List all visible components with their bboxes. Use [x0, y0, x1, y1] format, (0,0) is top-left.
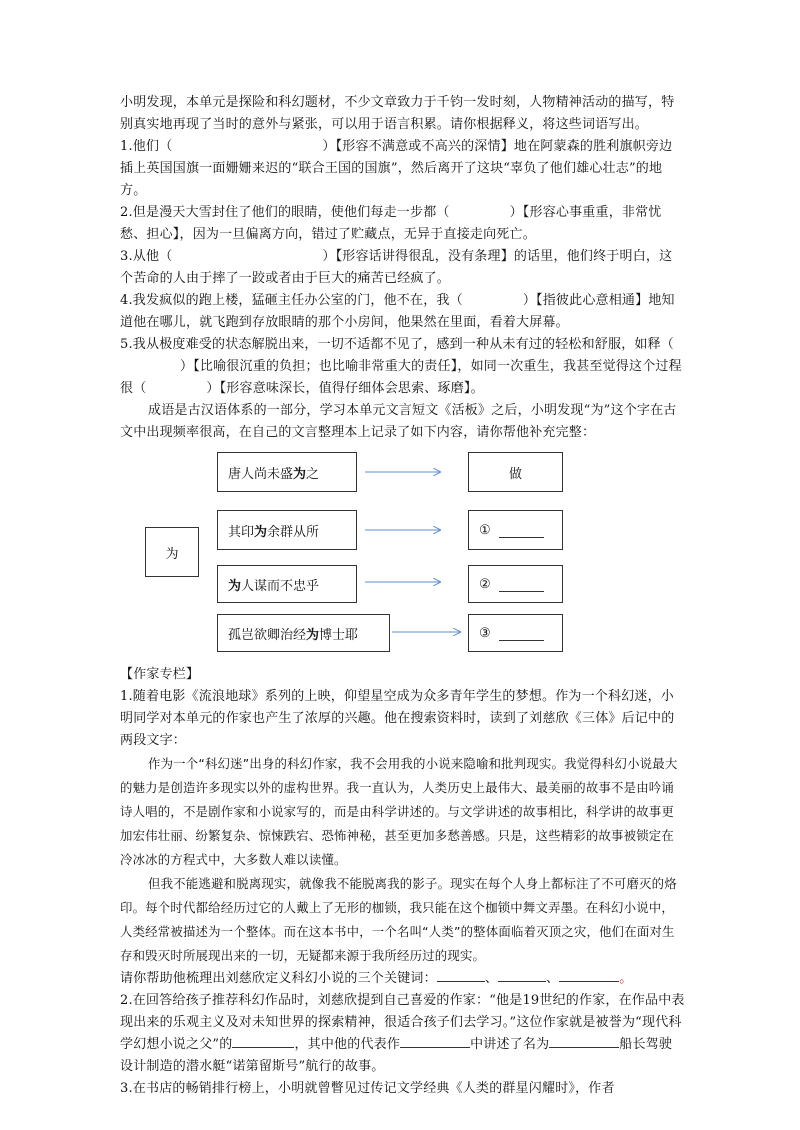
question-2: 2.在回答给孩子推荐科幻作品时，刘慈欣提到自己喜爱的作家：“他是19世纪的作家，在作品中表现出来的乐观主义及对未知世界的探索精神，很适合孩子们去学习。”这位作家就是被誉为“现代科学幻想小说之父”的 ，其中他的代表作 中讲述了名为 船长驾驶设计制造的潜水艇“诺第留斯号”航行的故事。	[120, 993, 685, 1074]
idiom-intro: 成语是古汉语体系的一部分，学习本单元文言短文《活板》之后，小明发现“为”这个字在古文中出现频率很高，在自己的文言整理本上记录了如下内容，请你帮他补充完整：	[120, 403, 677, 440]
vocab-item-3: 3.从他（ ）【形容话讲得很乱，没有条理】的话里，他们终于明白，这个苦命的人由于摔了一跤或者由于巨大的痛苦已经疯了。	[120, 249, 673, 286]
sentence-box-1: 唐人尚未盛 为 之	[217, 452, 357, 492]
sentence-box-3: 为 人谋而不忠乎	[217, 565, 357, 603]
answer-box-2[interactable]: ①	[468, 510, 563, 550]
answer-box-3[interactable]: ②	[468, 565, 563, 603]
sentence-box-2: 其印 为 余群从所	[217, 510, 357, 550]
sentence-box-4: 孤岂欲卿治经 为 博士耶	[217, 614, 390, 652]
intro-paragraph: 小明发现，本单元是探险和科幻题材，不少文章致力于千钧一发时刻，人物精神活动的描写，特别真实地再现了当时的意外与紧张，可以用于语言积累。请你根据释义，将这些词语写出。	[120, 95, 675, 132]
quote-paragraph-1: 作为一个“科幻迷”出身的科幻作家，我不会用我的小说来隐喻和批判现实。我觉得科幻小说最大的魅力是创造许多现实以外的虚构世界。我一直认为，人类历史上最伟大、最美丽的故事不是由吟诵诗人唱的，不是剧作家和小说家写的，而是由科学讲述的。与文学讲述的故事相比，科学讲的故事更加宏伟壮丽、纷繁复杂、惊悚跌宕、恐怖神秘，甚至更加多愁善感。只是，这些精彩的故事被锁定在冷冰冰的方程式中，大多数人难以读懂。	[120, 756, 678, 867]
question-1-ask: 请你帮助他梳理出刘慈欣定义科幻小说的三个关键词： 、 、 。	[120, 971, 633, 986]
worksheet-page	[120, 92, 685, 1100]
diagram-arrows	[120, 452, 685, 652]
quote-paragraph-2: 但我不能逃避和脱离现实，就像我不能脱离我的影子。现实在每个人身上都标注了不可磨灭的烙印。每个时代都给经历过它的人戴上了无形的枷锁，我只能在这个枷锁中舞文弄墨。在科幻小说中，人类经常被描述为一个整体。而在这本书中，一个名叫“人类”的整体面临着灭顶之灾，他们在面对生存和毁灭时所展现出来的一切，无疑都来源于我所经历过的现实。	[120, 876, 677, 963]
answer-box-4[interactable]: ③	[468, 614, 563, 652]
vocab-item-2: 2.但是漫天大雪封住了他们的眼睛，使他们每走一步都（ ）【形容心事重重，非常忧愁、担心】，因为一旦偏离方向，错过了贮藏点，无异于直接走向死亡。	[120, 205, 662, 242]
vocab-item-1: 1.他们（ ）【形容不满意或不高兴的深情】地在阿蒙森的胜利旗帜旁边插上英国国旗一面姗姗来迟的“联合王国的国旗”，然后离开了这块“辜负了他们雄心壮志”的地方。	[120, 139, 673, 198]
vocab-item-5: 5.我从极度难受的状态解脱出来，一切不适都不见了，感到一种从未有过的轻松和舒服，如释（）【比喻很沉重的负担；也比喻非常重大的责任】，如同一次重生，我甚至觉得这个过程很（ ）【形容意味深长，值得仔细体会思索、琢磨】。	[120, 337, 682, 396]
vocab-item-4: 4.我发疯似的跑上楼，猛砸主任办公室的门，他不在，我（ ）【指彼此心意相通】地知道他在哪儿，就飞跑到存放眼睛的那个小房间，他果然在里面，看着大屏幕。	[120, 293, 675, 330]
root-character-box: 为	[145, 527, 199, 577]
answer-box-1: 做	[468, 452, 563, 492]
question-3: 3.在书店的畅销排行榜上，小明就曾瞥见过传记文学经典《人类的群星闪耀时》，作者	[120, 1081, 615, 1096]
wei-diagram	[120, 452, 685, 652]
question-1: 1.随着电影《流浪地球》系列的上映，仰望星空成为众多青年学生的梦想。作为一个科幻迷，小明同学对本单元的作家也产生了浓厚的兴趣。他在搜索资料时，读到了刘慈欣《三体》后记中的两段文字：	[120, 689, 675, 748]
section-title: 【作家专栏】	[120, 667, 200, 682]
